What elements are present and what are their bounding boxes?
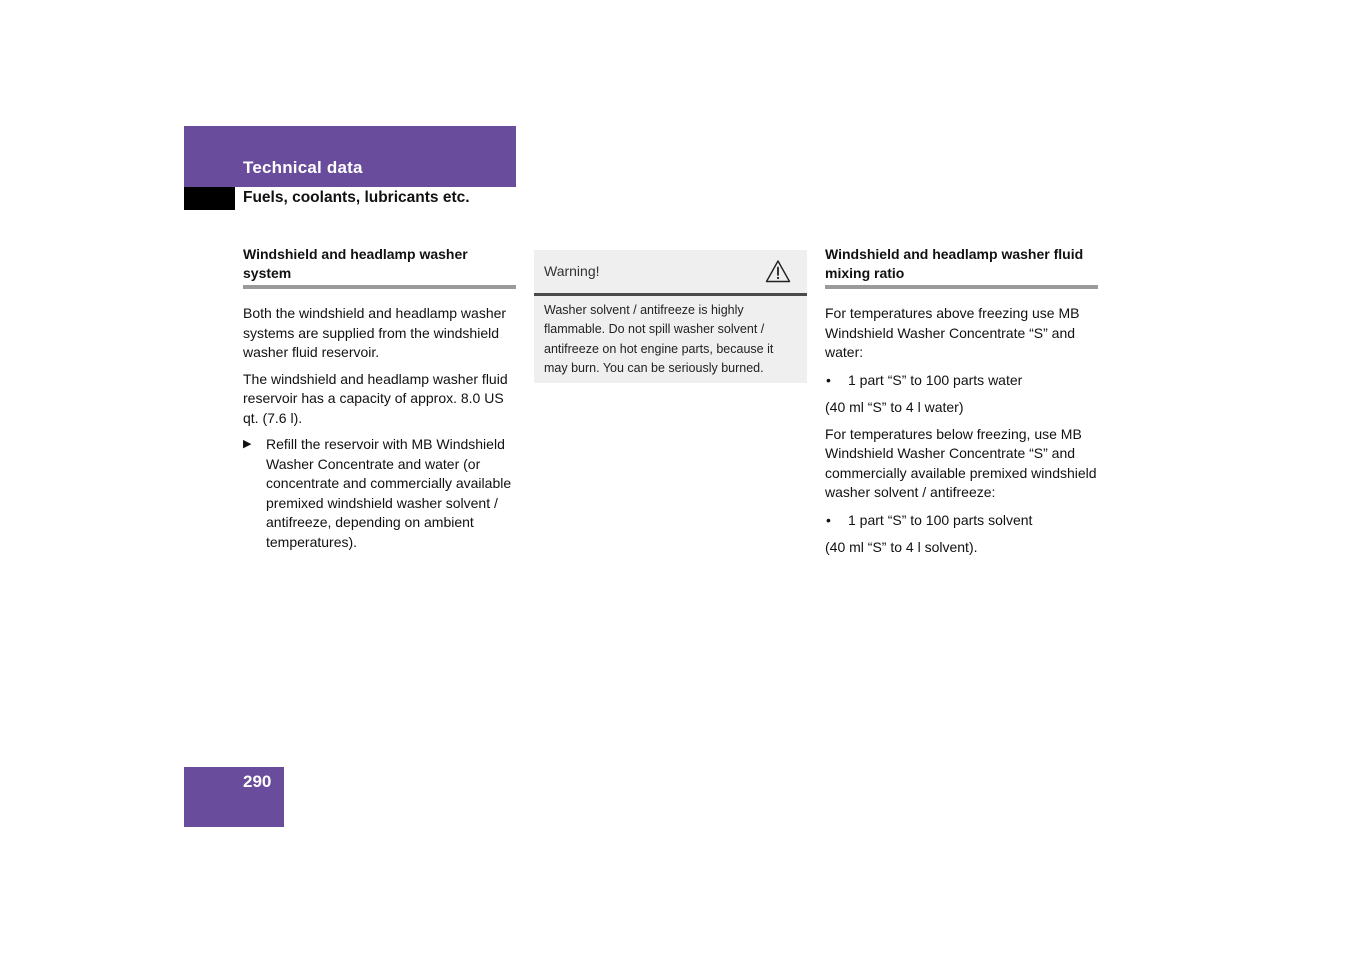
section-tab-marker xyxy=(184,187,235,210)
bullet-icon: • xyxy=(826,371,831,388)
bullet-icon: • xyxy=(826,511,831,528)
right-column xyxy=(825,245,1098,558)
warning-box xyxy=(534,250,807,383)
warning-text: Washer solvent / antifreeze is highly flammable. Do not spill washer solvent / antifreeze on hot engine parts, because it may burn. You can be seriously burned. xyxy=(544,303,774,375)
mixing-ratio-heading: Windshield and headlamp washer fluid mixing ratio xyxy=(825,245,1098,289)
list-item xyxy=(825,511,1098,531)
list-item xyxy=(825,371,1098,391)
water-ratio-note: (40 ml “S” to 4 l water) xyxy=(825,399,964,415)
refill-instruction-text: Refill the reservoir with MB Windshield Washer Concentrate and water (or concentrate and commercially available premixed windshield washer solvent / antifreeze, depending on ambient temperatures). xyxy=(266,436,512,550)
washer-system-paragraph-2: The windshield and headlamp washer fluid reservoir has a capacity of approx. 8.0 US qt. (7.6 l). xyxy=(243,370,508,426)
water-ratio-text: 1 part “S” to 100 parts water xyxy=(848,371,1023,388)
washer-system-paragraph-1: Both the windshield and headlamp washer systems are supplied from the windshield washer fluid reservoir. xyxy=(243,305,507,360)
step-arrow-icon: ▶ xyxy=(243,438,252,450)
solvent-ratio-text: 1 part “S” to 100 parts solvent xyxy=(848,511,1033,528)
solvent-ratio-note: (40 ml “S” to 4 l solvent). xyxy=(825,539,978,555)
washer-system-heading: Windshield and headlamp washer system xyxy=(243,245,516,289)
warning-title: Warning! xyxy=(544,263,600,279)
page-number: 290 xyxy=(243,772,272,791)
page-subtitle: Fuels, coolants, lubricants etc. xyxy=(243,189,470,206)
above-freezing-paragraph: For temperatures above freezing use MB Windshield Washer Concentrate “S” and water: xyxy=(825,305,1080,360)
warning-header xyxy=(534,250,807,296)
left-column xyxy=(243,245,516,552)
refill-instruction-step xyxy=(243,435,516,552)
below-freezing-paragraph: For temperatures below freezing, use MB Windshield Washer Concentrate “S” and commercially available premixed windshield washer solvent / antifreeze: xyxy=(825,425,1097,500)
section-title: Technical data xyxy=(243,158,363,177)
warning-triangle-icon xyxy=(765,259,791,283)
